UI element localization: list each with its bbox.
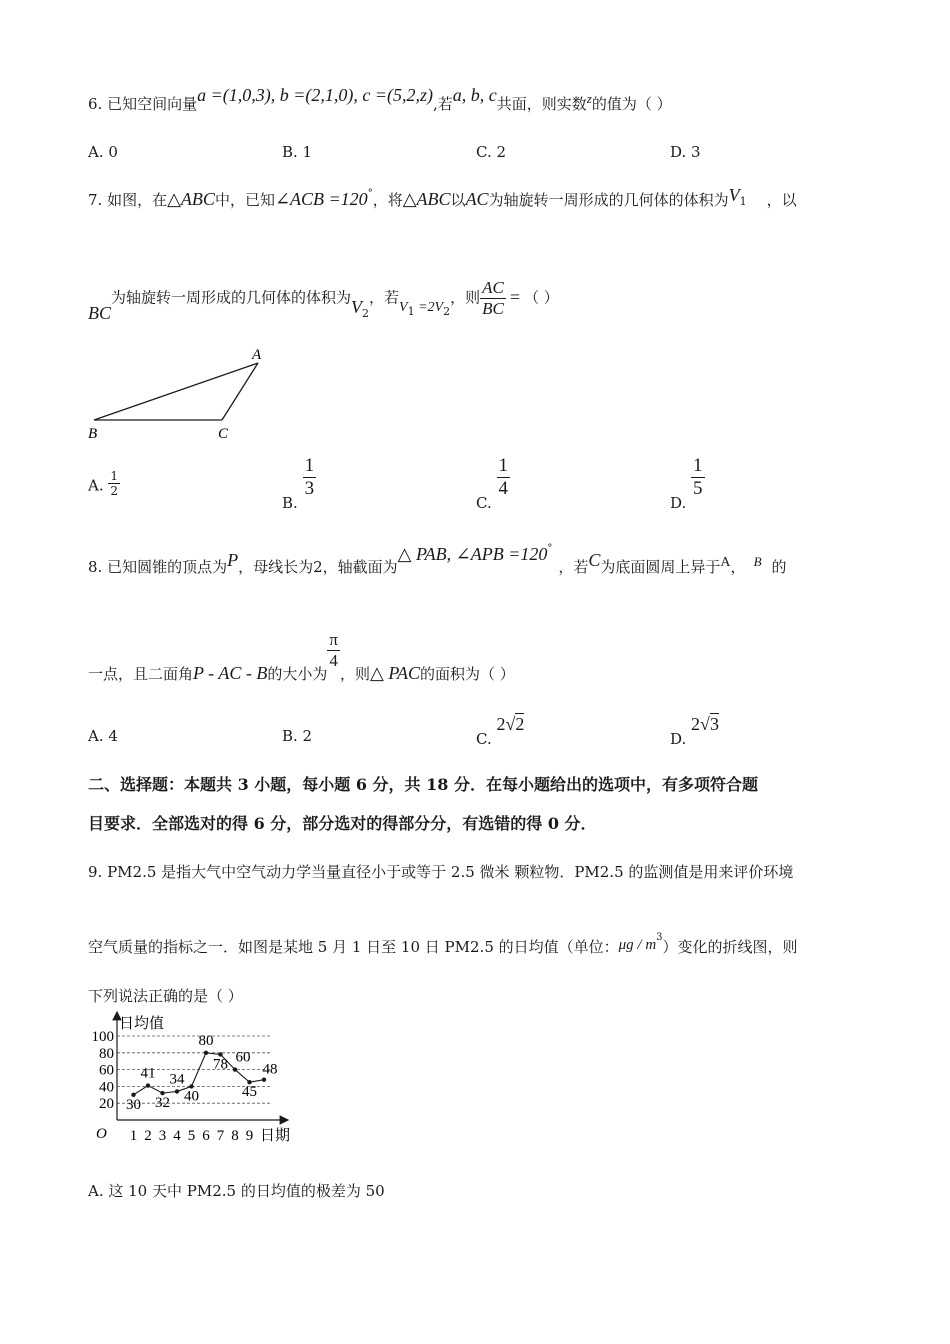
y-tick-label: 40	[99, 1079, 114, 1096]
q6-prefix: 6. 已知空间向量	[88, 95, 198, 113]
q7-option-c[interactable]	[476, 455, 510, 512]
q7-option-a-frac	[108, 469, 120, 498]
q8-line2-text3: ，则	[339, 664, 370, 683]
q7-ac: AC	[465, 189, 489, 209]
q8-line1	[88, 543, 787, 577]
q7-option-c-label: C.	[476, 493, 492, 512]
q7-option-c-den: 4	[498, 478, 508, 499]
data-label: 32	[155, 1095, 170, 1112]
q7-option-a-den: 2	[110, 484, 119, 498]
q6-option-c[interactable]: C. 2	[476, 143, 507, 161]
q9-line2-text2: ）变化的折线图，则	[662, 938, 798, 956]
q8-option-c-rad: 2	[515, 714, 525, 734]
data-label: 48	[262, 1061, 278, 1078]
q7-v1-sub: 1	[739, 195, 747, 208]
q6-line	[88, 85, 672, 114]
q7-option-d-label: D.	[670, 493, 687, 512]
q7-option-b[interactable]	[282, 455, 316, 512]
data-point	[262, 1077, 266, 1081]
q7-option-d[interactable]	[670, 455, 705, 512]
x-tick-label: 5	[187, 1128, 196, 1144]
x-tick-label: 8	[231, 1128, 239, 1144]
y-tick-label: 20	[99, 1096, 114, 1113]
q7-option-b-frac	[303, 455, 317, 500]
q7-cond: V	[399, 299, 408, 315]
q7-option-a-num: 1	[110, 469, 119, 483]
data-point	[233, 1067, 237, 1071]
data-label: 45	[242, 1084, 257, 1101]
q8-p: P	[227, 550, 239, 570]
q8-fraction	[327, 630, 340, 671]
edge-ba	[94, 363, 258, 420]
q7-option-d-den: 5	[693, 478, 703, 499]
q8-option-a[interactable]: A. 4	[88, 727, 118, 745]
q8-line2-text2: 的大小为	[267, 664, 328, 683]
q7-text2: ，将	[372, 191, 403, 209]
q6-vectors: a =(1,0,3), b =(2,1,0), c =(5,2,z)	[197, 85, 433, 105]
q7-text4: 为轴旋转一周形成的几何体的体积为	[488, 191, 729, 209]
q7-bc: BC	[88, 302, 112, 323]
q6-option-a[interactable]: A. 0	[88, 143, 118, 161]
q7-eq: =	[509, 286, 521, 307]
q7-prefix: 7. 如图，在	[88, 191, 168, 209]
q8-text3: 为底面圆周上异于	[600, 558, 721, 576]
q7-line2	[88, 278, 559, 323]
x-tick-label: 7	[216, 1128, 225, 1144]
q6-text2: 共面，则实数	[496, 95, 587, 113]
q7-option-d-num: 1	[693, 455, 703, 476]
y-axis-label: 日均值	[119, 1016, 165, 1032]
q7-frac-den: BC	[482, 299, 504, 318]
label-a: A	[252, 347, 262, 363]
q9-unit-sup: 3	[656, 932, 663, 943]
data-point	[204, 1051, 208, 1055]
data-point	[146, 1083, 150, 1087]
q7-triangle-figure	[82, 340, 282, 445]
q7-v2-sub: 2	[362, 306, 370, 320]
sqrt-icon: √	[700, 714, 710, 734]
q8-line2-text1: 一点，且二面角	[88, 664, 194, 683]
q8-line2-text4: 的面积为（ ）	[420, 664, 515, 683]
q8-b: B	[753, 554, 762, 569]
x-tick-label: 1	[129, 1128, 138, 1144]
y-tick-label: 100	[91, 1029, 114, 1045]
q8-a: A	[720, 555, 731, 570]
q9-line3: 下列说法正确的是（ ）	[88, 987, 243, 1005]
q8-deg: °	[547, 543, 553, 554]
q8-frac-num: π	[329, 630, 338, 649]
q7-cond-sub1: 1	[407, 304, 415, 318]
q7-option-a[interactable]	[88, 469, 120, 501]
q7-text5: ，以	[766, 191, 797, 209]
x-tick-label: 6	[202, 1128, 210, 1144]
q8-frac-den: 4	[329, 651, 338, 670]
q7-cond-sub2: 2	[443, 304, 451, 318]
data-labels	[126, 1033, 278, 1113]
q6-z: z	[586, 91, 592, 106]
data-point	[175, 1089, 179, 1093]
q7-tri1: △ABC	[167, 189, 215, 209]
q8-option-d-coef: 2	[691, 714, 701, 734]
q8-tri: △ PAC	[369, 662, 421, 683]
q7-fraction	[480, 278, 506, 319]
section2-line2: 目要求．全部选对的得 6 分，部分选对的得部分分，有选错的得 0 分．	[88, 814, 597, 833]
data-label: 60	[235, 1049, 251, 1066]
data-label: 34	[169, 1071, 185, 1088]
q6-option-b[interactable]: B. 1	[282, 143, 313, 161]
q7-option-b-den: 3	[304, 478, 315, 499]
data-label: 30	[126, 1096, 141, 1113]
q7-v1: V	[728, 185, 740, 205]
q9-line2	[88, 932, 798, 957]
q7-line2-text1: 为轴旋转一周形成的几何体的体积为	[111, 288, 352, 307]
y-tick-labels	[92, 1029, 115, 1112]
q8-dihedral: P - AC - B	[193, 662, 268, 683]
q9-line1: 9. PM2.5 是指大气中空气动力学当量直径小于或等于 2.5 微米 颗粒物．PM2.5 的监测值是用来评价环境	[88, 863, 794, 881]
section2-line1: 二、选择题：本题共 3 小题，每小题 6 分，共 18 分．在每小题给出的选项中，有多项符合题	[88, 775, 758, 794]
q7-frac-num: AC	[482, 278, 504, 297]
q8-option-d[interactable]	[670, 714, 719, 748]
x-tick-label: 3	[158, 1128, 167, 1144]
q8-option-c-coef: 2	[496, 714, 506, 734]
q8-text4: 的	[771, 558, 787, 576]
q8-option-d-rad: 3	[709, 714, 719, 734]
q6-mid: ,若	[433, 95, 453, 113]
x-tick-label: 9	[245, 1128, 254, 1144]
q7-paren: （ ）	[524, 288, 559, 307]
q7-angle: ∠ACB =120	[274, 189, 368, 209]
pm25-line-chart	[80, 1010, 310, 1150]
q8-comma: ，	[730, 558, 746, 576]
q7-option-b-label: B.	[282, 493, 298, 512]
q7-option-c-num: 1	[498, 455, 508, 476]
q7-text3: 以	[450, 191, 466, 209]
q6-abc: a, b, c	[452, 85, 497, 105]
q6-option-d[interactable]: D. 3	[670, 143, 701, 161]
q7-line1	[88, 185, 797, 212]
q8-text1: ，母线长为2，轴截面为	[238, 558, 398, 576]
q6-text3: 的值为（ ）	[591, 95, 672, 113]
y-tick-label: 80	[99, 1045, 114, 1062]
q9-option-a[interactable]: A. 这 10 天中 PM2.5 的日均值的极差为 50	[88, 1182, 385, 1200]
x-tick-labels	[130, 1128, 254, 1144]
q8-prefix: 8. 已知圆锥的顶点为	[88, 558, 228, 576]
q7-option-a-label: A.	[88, 476, 104, 495]
q8-cond: △ PAB, ∠APB =120	[397, 544, 548, 564]
data-label: 80	[198, 1032, 214, 1049]
q7-option-d-frac	[691, 455, 705, 500]
q8-option-b[interactable]: B. 2	[282, 727, 313, 745]
q7-option-c-frac	[497, 455, 511, 500]
y-tick-label: 60	[99, 1062, 114, 1079]
x-axis-label: 日期	[260, 1128, 291, 1144]
data-label: 40	[184, 1088, 199, 1105]
q7-v2: V	[351, 296, 363, 317]
q9-line2-text1: 空气质量的指标之一．如图是某地 5 月 1 日至 10 日 PM2.5 的日均值（单位：	[88, 938, 619, 956]
q7-line2-text3: ，则	[450, 288, 481, 307]
label-c: C	[218, 426, 229, 442]
q7-cond-mid: =2V	[414, 299, 444, 315]
q7-text1: 中，已知	[214, 191, 275, 209]
q7-deg: °	[367, 188, 373, 199]
sqrt-icon: √	[505, 714, 516, 734]
q7-line2-text2: ，若	[369, 288, 400, 307]
data-label: 78	[213, 1056, 228, 1073]
x-tick-label: 4	[173, 1128, 181, 1144]
origin-label: O	[96, 1126, 107, 1142]
label-b: B	[88, 426, 98, 442]
data-label: 41	[140, 1065, 156, 1082]
q8-option-c[interactable]	[476, 714, 525, 748]
x-tick-label: 2	[144, 1128, 152, 1144]
q8-option-c-label: C.	[476, 730, 492, 748]
edge-ca	[222, 363, 258, 420]
q7-option-b-num: 1	[304, 455, 315, 476]
q8-text2: ，若	[558, 558, 589, 576]
q8-option-d-label: D.	[670, 730, 687, 748]
q8-line2	[88, 630, 515, 683]
q9-unit: μg / m	[618, 937, 657, 953]
q8-c: C	[588, 550, 601, 570]
q7-tri2: △ABC	[402, 189, 451, 209]
